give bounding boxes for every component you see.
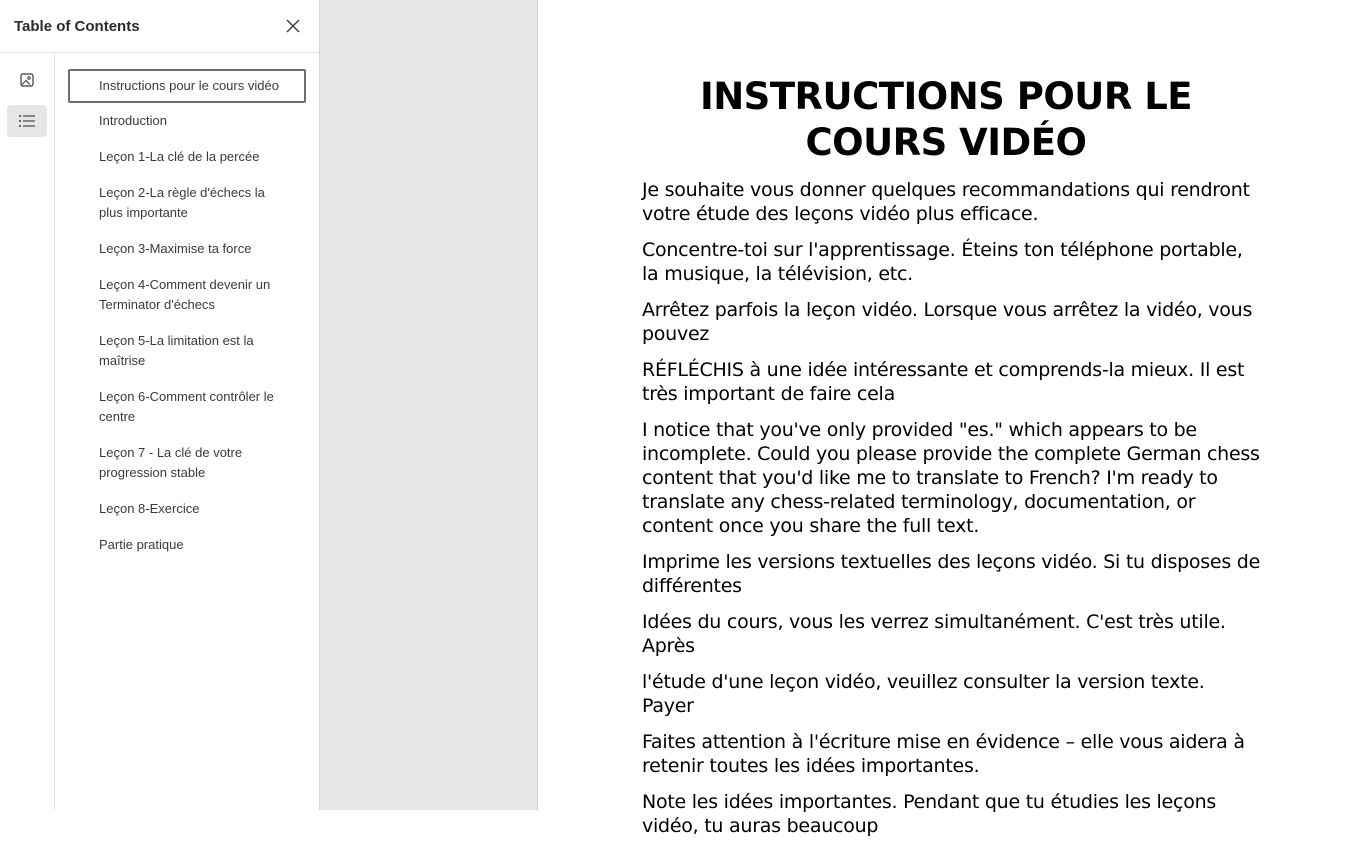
toc-header — [0, 0, 319, 53]
toc-item-instructions[interactable]: Instructions pour le cours vidéo — [68, 69, 306, 103]
document-paragraph: Idées du cours, vous les verrez simultanément. C'est très utile. Après — [642, 611, 1226, 657]
toc-item-practice[interactable]: Partie pratique — [99, 537, 184, 552]
toc-item-lesson-2[interactable]: Leçon 2-La règle d'échecs la plus importante — [99, 185, 265, 220]
toc-side-rail — [0, 53, 55, 810]
toc-item-lesson-5[interactable]: Leçon 5-La limitation est la maîtrise — [99, 333, 254, 368]
document-paragraph: Je souhaite vous donner quelques recommandations qui rendront votre étude des leçons vidéo plus efficace. — [642, 179, 1250, 225]
document-title-line-1: INSTRUCTIONS POUR LE — [699, 75, 1193, 118]
document-paragraph: Note les idées importantes. Pendant que tu étudies les leçons vidéo, tu auras beaucoup — [642, 791, 1217, 837]
document-paragraph: Arrêtez parfois la leçon vidéo. Lorsque vous arrêtez la vidéo, vous pouvez — [642, 299, 1253, 345]
document-paragraph: Faites attention à l'écriture mise en évidence – elle vous aidera à retenir toutes les idées importantes. — [642, 731, 1245, 777]
image-thumbnail-icon — [19, 72, 35, 88]
close-icon — [283, 16, 303, 36]
page-gutter — [320, 0, 538, 810]
outline-button[interactable] — [7, 105, 47, 137]
document-paragraph: Concentre-toi sur l'apprentissage. Éteins ton téléphone portable, la musique, la télévision, etc. — [642, 239, 1243, 285]
toc-item-lesson-1[interactable]: Leçon 1-La clé de la percée — [99, 149, 260, 164]
document-body — [642, 178, 1262, 850]
document-page — [539, 0, 1352, 837]
toc-item-lesson-8[interactable]: Leçon 8-Exercice — [99, 501, 200, 516]
toc-item-lesson-4[interactable]: Leçon 4-Comment devenir un Terminator d'échecs — [99, 277, 271, 312]
document-paragraph: I notice that you've only provided "es." which appears to be incomplete. Could you please provide the complete German chess content that you'd like me to translate to French? I'm ready to translate any chess-related terminology, documentation, or content once you share the full text. — [642, 419, 1260, 537]
list-icon — [18, 114, 36, 128]
close-toc-button[interactable] — [283, 16, 303, 36]
toc-pane — [0, 0, 320, 810]
document-paragraph: l'étude d'une leçon vidéo, veuillez consulter la version texte. Payer — [642, 671, 1205, 717]
toc-item-lesson-3[interactable]: Leçon 3-Maximise ta force — [99, 241, 252, 256]
document-paragraph: Imprime les versions textuelles des leçons vidéo. Si tu disposes de différentes — [642, 551, 1261, 597]
toc-title: Table of Contents — [14, 18, 140, 35]
toc-list — [68, 69, 306, 563]
document-paragraph: RÉFLÉCHIS à une idée intéressante et comprends-la mieux. Il est très important de faire cela — [642, 359, 1245, 405]
thumbnails-button[interactable] — [7, 64, 47, 96]
toc-item-lesson-7[interactable]: Leçon 7 - La clé de votre progression stable — [99, 445, 243, 480]
toc-item-introduction[interactable]: Introduction — [99, 113, 167, 128]
document-title — [639, 74, 1253, 166]
document-title-line-2: COURS VIDÉO — [805, 121, 1087, 164]
toc-item-lesson-6[interactable]: Leçon 6-Comment contrôler le centre — [99, 389, 274, 424]
